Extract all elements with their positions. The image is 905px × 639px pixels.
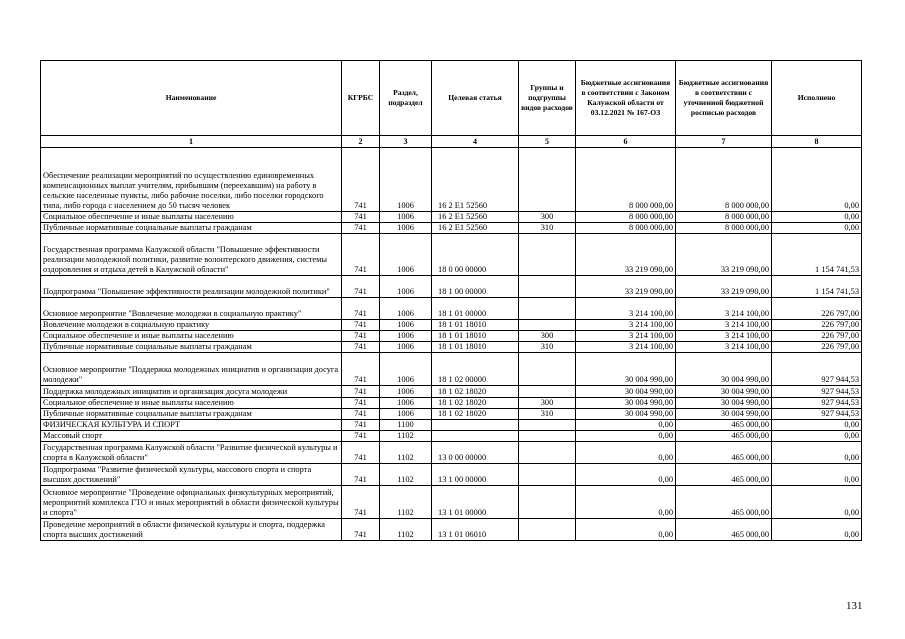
table-cell-razdel: 1006: [380, 212, 432, 223]
table-cell-isp: 1 154 741,53: [772, 276, 862, 298]
table-cell-isp: 0,00: [772, 420, 862, 431]
table-cell-vid: [519, 386, 576, 398]
table-cell-kgrbs: 741: [342, 234, 380, 276]
table-cell-razdel: 1006: [380, 342, 432, 353]
table-row: [41, 331, 862, 342]
table-cell-vid: [519, 420, 576, 431]
column-number: 8: [772, 136, 862, 148]
table-cell-kgrbs: 741: [342, 519, 380, 541]
table-cell-kgrbs: 741: [342, 486, 380, 519]
table-cell-vid: [519, 431, 576, 442]
table-cell-vid: 300: [519, 331, 576, 342]
table-cell-statya: 18 1 01 00000: [432, 298, 519, 320]
table-cell-utoch: 465 000,00: [676, 464, 772, 486]
table-cell-law: 3 214 100,00: [576, 331, 676, 342]
table-cell-kgrbs: 741: [342, 353, 380, 386]
table-cell-isp: 0,00: [772, 442, 862, 464]
header-kgrbs: КГРБС: [342, 61, 380, 136]
table-cell-law: 8 000 000,00: [576, 212, 676, 223]
table-cell-law: 0,00: [576, 420, 676, 431]
table-cell-law: 33 219 090,00: [576, 234, 676, 276]
table-cell-name: Публичные нормативные социальные выплаты гражданам: [41, 342, 342, 353]
table-cell-statya: 16 2 E1 52560: [432, 148, 519, 212]
table-cell-statya: 13 0 00 00000: [432, 442, 519, 464]
table-cell-law: 33 219 090,00: [576, 276, 676, 298]
table-cell-statya: 18 1 01 18010: [432, 331, 519, 342]
table-cell-razdel: 1100: [380, 420, 432, 431]
table-cell-vid: [519, 298, 576, 320]
header-vid: Группы и подгруппы видов расходов: [519, 61, 576, 136]
table-cell-law: 0,00: [576, 431, 676, 442]
table-cell-name: Подпрограмма "Повышение эффективности реализации молодежной политики": [41, 276, 342, 298]
table-row: [41, 320, 862, 331]
table-cell-law: 30 004 990,00: [576, 353, 676, 386]
table-cell-kgrbs: 741: [342, 342, 380, 353]
table-cell-statya: 16 2 E1 52560: [432, 212, 519, 223]
table-cell-kgrbs: 741: [342, 148, 380, 212]
table-cell-kgrbs: 741: [342, 331, 380, 342]
table-cell-isp: 0,00: [772, 148, 862, 212]
table-cell-vid: [519, 148, 576, 212]
table-cell-kgrbs: 741: [342, 442, 380, 464]
table-cell-statya: 18 1 02 18020: [432, 386, 519, 398]
table-cell-law: 0,00: [576, 442, 676, 464]
budget-table: [40, 60, 862, 541]
table-cell-vid: 300: [519, 398, 576, 409]
table-cell-utoch: 30 004 990,00: [676, 409, 772, 420]
table-row: [41, 431, 862, 442]
table-cell-law: 0,00: [576, 519, 676, 541]
table-row: [41, 342, 862, 353]
table-cell-razdel: 1006: [380, 331, 432, 342]
table-cell-utoch: 30 004 990,00: [676, 386, 772, 398]
table-cell-utoch: 8 000 000,00: [676, 223, 772, 234]
header-utoch: Бюджетные ассигнования в соответствии с уточненной бюджетной росписью расходов: [676, 61, 772, 136]
table-cell-isp: 226 797,00: [772, 331, 862, 342]
table-cell-isp: 0,00: [772, 223, 862, 234]
table-cell-name: Вовлечение молодежи в социальную практику: [41, 320, 342, 331]
table-row: [41, 386, 862, 398]
table-cell-isp: 0,00: [772, 212, 862, 223]
table-cell-vid: [519, 486, 576, 519]
column-number-row: [41, 136, 862, 148]
table-cell-isp: 226 797,00: [772, 342, 862, 353]
table-cell-isp: 226 797,00: [772, 320, 862, 331]
table-cell-name: Социальное обеспечение и иные выплаты населению: [41, 398, 342, 409]
table-cell-kgrbs: 741: [342, 386, 380, 398]
table-cell-isp: 927 944,53: [772, 386, 862, 398]
table-cell-kgrbs: 741: [342, 431, 380, 442]
table-cell-isp: 0,00: [772, 464, 862, 486]
table-cell-statya: 16 2 E1 52560: [432, 223, 519, 234]
table-cell-isp: 0,00: [772, 519, 862, 541]
table-cell-utoch: 30 004 990,00: [676, 398, 772, 409]
table-cell-razdel: 1006: [380, 398, 432, 409]
table-cell-name: Социальное обеспечение и иные выплаты населению: [41, 212, 342, 223]
table-cell-kgrbs: 741: [342, 276, 380, 298]
table-cell-utoch: 3 214 100,00: [676, 320, 772, 331]
table-row: [41, 409, 862, 420]
table-cell-razdel: 1006: [380, 276, 432, 298]
table-cell-vid: 310: [519, 342, 576, 353]
column-number: 3: [380, 136, 432, 148]
table-cell-name: Подпрограмма "Развитие физической культуры, массового спорта и спорта высших достижений": [41, 464, 342, 486]
table-cell-vid: [519, 442, 576, 464]
table-cell-statya: [432, 420, 519, 431]
table-cell-name: Основное мероприятие "Вовлечение молодежи в социальную практику": [41, 298, 342, 320]
table-cell-name: Проведение мероприятий в области физической культуры и спорта, поддержка спорта высших достижений: [41, 519, 342, 541]
table-cell-vid: 310: [519, 409, 576, 420]
table-cell-law: 3 214 100,00: [576, 320, 676, 331]
column-number: 1: [41, 136, 342, 148]
header-isp: Исполнено: [772, 61, 862, 136]
header-statya: Целевая статья: [432, 61, 519, 136]
table-row: [41, 276, 862, 298]
table-cell-statya: 18 1 01 18010: [432, 320, 519, 331]
table-cell-kgrbs: 741: [342, 212, 380, 223]
table-cell-name: Поддержка молодежных инициатив и организация досуга молодежи: [41, 386, 342, 398]
table-row: [41, 223, 862, 234]
table-cell-name: Массовый спорт: [41, 431, 342, 442]
table-cell-name: Социальное обеспечение и иные выплаты населению: [41, 331, 342, 342]
table-cell-razdel: 1006: [380, 320, 432, 331]
page-number: 131: [846, 600, 863, 612]
table-cell-isp: 927 944,53: [772, 409, 862, 420]
table-cell-law: 8 000 000,00: [576, 223, 676, 234]
header-name: Наименование: [41, 61, 342, 136]
table-row: [41, 464, 862, 486]
table-cell-statya: 18 1 00 00000: [432, 276, 519, 298]
table-cell-razdel: 1102: [380, 431, 432, 442]
table-cell-razdel: 1102: [380, 519, 432, 541]
table-cell-vid: 300: [519, 212, 576, 223]
table-cell-razdel: 1006: [380, 298, 432, 320]
table-cell-name: Основное мероприятие "Проведение официальных физкультурных мероприятий, мероприятий комплекса ГТО и иных мероприятий в области физической культуры и спорта": [41, 486, 342, 519]
table-cell-utoch: 3 214 100,00: [676, 342, 772, 353]
table-cell-utoch: 30 004 990,00: [676, 353, 772, 386]
table-cell-kgrbs: 741: [342, 420, 380, 431]
table-cell-kgrbs: 741: [342, 398, 380, 409]
table-cell-law: 30 004 990,00: [576, 409, 676, 420]
table-cell-statya: [432, 431, 519, 442]
column-number: 5: [519, 136, 576, 148]
table-cell-utoch: 465 000,00: [676, 486, 772, 519]
table-row: [41, 234, 862, 276]
table-row: [41, 486, 862, 519]
table-cell-statya: 13 1 01 06010: [432, 519, 519, 541]
table-cell-statya: 13 1 00 00000: [432, 464, 519, 486]
table-cell-vid: 310: [519, 223, 576, 234]
table-cell-razdel: 1006: [380, 223, 432, 234]
table-cell-law: 3 214 100,00: [576, 342, 676, 353]
table-row: [41, 298, 862, 320]
table-cell-vid: [519, 353, 576, 386]
column-number: 6: [576, 136, 676, 148]
table-cell-utoch: 465 000,00: [676, 431, 772, 442]
table-row: [41, 420, 862, 431]
table-cell-vid: [519, 519, 576, 541]
header-razdel: Раздел, подраздел: [380, 61, 432, 136]
table-cell-statya: 18 1 01 18010: [432, 342, 519, 353]
table-cell-utoch: 33 219 090,00: [676, 234, 772, 276]
table-cell-utoch: 465 000,00: [676, 420, 772, 431]
table-cell-name: Государственная программа Калужской области "Развитие физической культуры и спорта в Калужской области": [41, 442, 342, 464]
table-cell-law: 3 214 100,00: [576, 298, 676, 320]
table-cell-razdel: 1006: [380, 353, 432, 386]
table-cell-razdel: 1006: [380, 148, 432, 212]
table-cell-vid: [519, 320, 576, 331]
table-cell-isp: 0,00: [772, 431, 862, 442]
header-law: Бюджетные ассигнования в соответствии с Законом Калужской области от 03.12.2021 № 167-ОЗ: [576, 61, 676, 136]
table-cell-utoch: 3 214 100,00: [676, 331, 772, 342]
table-cell-name: Публичные нормативные социальные выплаты гражданам: [41, 223, 342, 234]
table-cell-statya: 18 1 02 00000: [432, 353, 519, 386]
table-cell-razdel: 1102: [380, 464, 432, 486]
table-cell-kgrbs: 741: [342, 464, 380, 486]
table-cell-vid: [519, 276, 576, 298]
table-cell-kgrbs: 741: [342, 320, 380, 331]
table-cell-law: 30 004 990,00: [576, 386, 676, 398]
table-cell-isp: 927 944,53: [772, 398, 862, 409]
table-cell-razdel: 1006: [380, 409, 432, 420]
table-cell-isp: 927 944,53: [772, 353, 862, 386]
header-row: [41, 61, 862, 136]
table-cell-razdel: 1102: [380, 486, 432, 519]
table-cell-isp: 0,00: [772, 486, 862, 519]
table-row: [41, 212, 862, 223]
table-cell-razdel: 1006: [380, 386, 432, 398]
table-cell-statya: 18 1 02 18020: [432, 409, 519, 420]
table-cell-razdel: 1102: [380, 442, 432, 464]
table-row: [41, 353, 862, 386]
table-cell-law: 0,00: [576, 464, 676, 486]
table-cell-statya: 18 1 02 18020: [432, 398, 519, 409]
column-number: 7: [676, 136, 772, 148]
table-cell-kgrbs: 741: [342, 409, 380, 420]
column-number: 4: [432, 136, 519, 148]
table-row: [41, 398, 862, 409]
budget-table-sheet: [40, 60, 861, 541]
table-cell-name: Основное мероприятие "Поддержка молодежных инициатив и организация досуга молодежи": [41, 353, 342, 386]
column-number: 2: [342, 136, 380, 148]
table-cell-utoch: 8 000 000,00: [676, 212, 772, 223]
table-cell-name: Государственная программа Калужской области "Повышение эффективности реализации молодежной политики, развитие волонтерского движения, системы оздоровления и отдыха детей в Калужской области": [41, 234, 342, 276]
table-cell-law: 0,00: [576, 486, 676, 519]
table-cell-statya: 13 1 01 00000: [432, 486, 519, 519]
table-cell-name: Публичные нормативные социальные выплаты гражданам: [41, 409, 342, 420]
table-cell-name: Обеспечение реализации мероприятий по осуществлению единовременных компенсационных выплат учителям, прибывшим (переехавшим) на работу в сельские населенные пункты, либо рабочие поселки, либо поселки городского типа, либо города с населением до 50 тысяч человек: [41, 148, 342, 212]
table-row: [41, 442, 862, 464]
table-row: [41, 519, 862, 541]
table-cell-isp: 1 154 741,53: [772, 234, 862, 276]
table-cell-razdel: 1006: [380, 234, 432, 276]
table-cell-utoch: 3 214 100,00: [676, 298, 772, 320]
table-cell-law: 30 004 990,00: [576, 398, 676, 409]
table-cell-utoch: 8 000 000,00: [676, 148, 772, 212]
table-row: [41, 148, 862, 212]
table-cell-utoch: 465 000,00: [676, 442, 772, 464]
table-cell-kgrbs: 741: [342, 223, 380, 234]
table-cell-vid: [519, 234, 576, 276]
table-cell-name: ФИЗИЧЕСКАЯ КУЛЬТУРА И СПОРТ: [41, 420, 342, 431]
table-cell-statya: 18 0 00 00000: [432, 234, 519, 276]
table-cell-law: 8 000 000,00: [576, 148, 676, 212]
table-body: [41, 148, 862, 541]
table-cell-kgrbs: 741: [342, 298, 380, 320]
table-cell-vid: [519, 464, 576, 486]
table-cell-utoch: 33 219 090,00: [676, 276, 772, 298]
table-cell-utoch: 465 000,00: [676, 519, 772, 541]
table-cell-isp: 226 797,00: [772, 298, 862, 320]
